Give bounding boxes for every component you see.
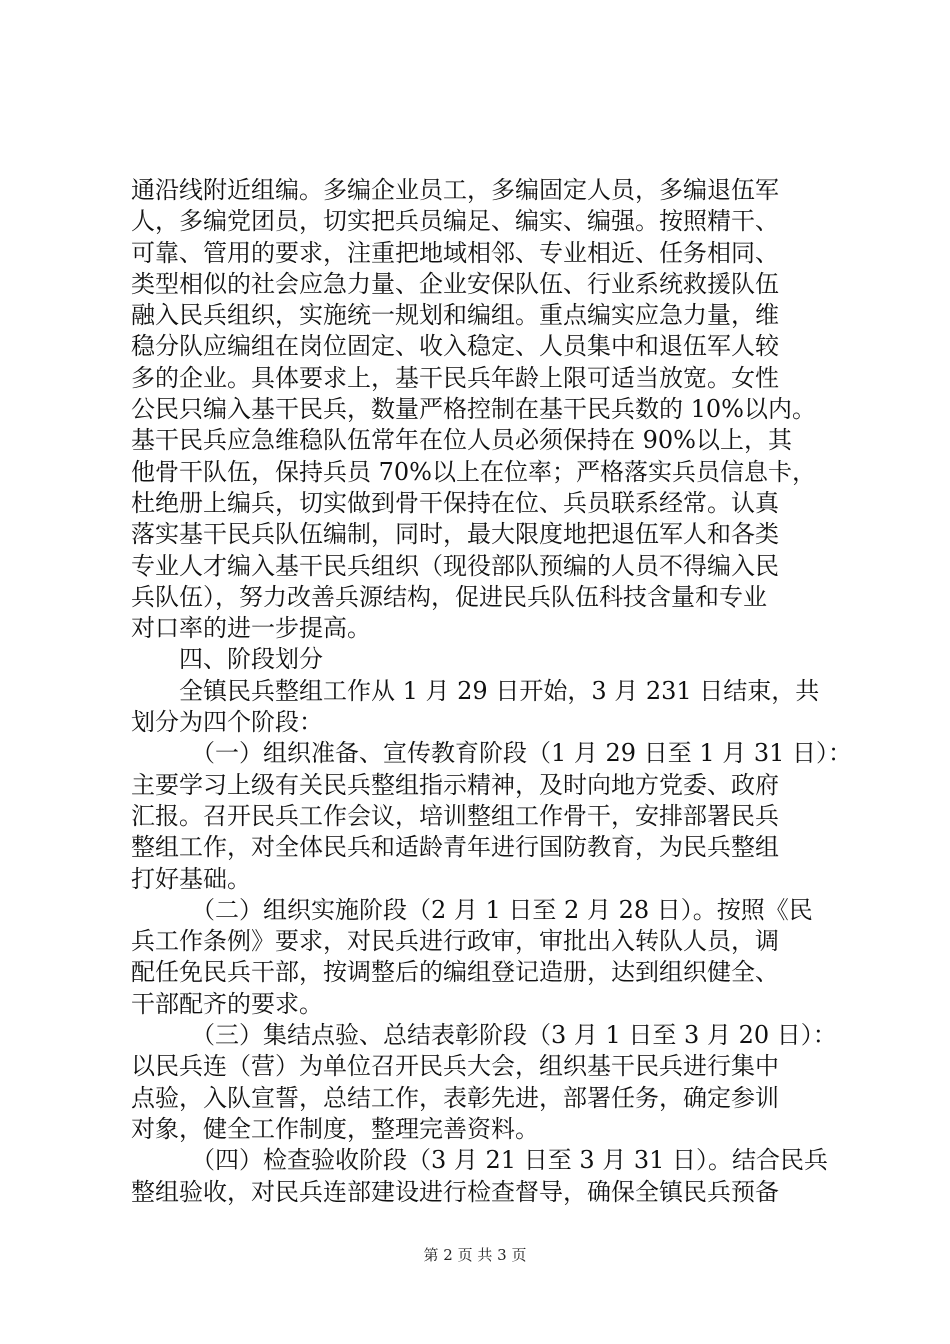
- text-line: 对口率的进一步提高。: [131, 614, 371, 643]
- text-line: 打好基础。: [131, 864, 251, 893]
- text-line: 干部配齐的要求。: [131, 989, 323, 1018]
- text-line: 划分为四个阶段：: [131, 708, 323, 737]
- text-line: 稳分队应编组在岗位固定、收入稳定、人员集中和退伍军人较: [131, 332, 779, 361]
- text-line: 整组验收，对民兵连部建设进行检查督导，确保全镇民兵预备: [131, 1177, 779, 1206]
- text-line: 专业人才编入基干民兵组织（现役部队预编的人员不得编入民: [131, 551, 779, 580]
- text-line: 全镇民兵整组工作从 1 月 29 日开始，3 月 231 日结束，共: [179, 676, 820, 705]
- page-footer: 第 2 页 共 3 页: [423, 1246, 527, 1264]
- text-line: （二）组织实施阶段（2 月 1 日至 2 月 28 日）。按照《民: [191, 895, 813, 924]
- text-line: 汇报。召开民兵工作会议，培训整组工作骨干，安排部署民兵: [131, 801, 779, 830]
- text-line: （四）检查验收阶段（3 月 21 日至 3 月 31 日）。结合民兵: [191, 1146, 829, 1175]
- text-line: 基干民兵应急维稳队伍常年在位人员必须保持在 90%以上，其: [131, 426, 792, 455]
- text-line: 配任免民兵干部，按调整后的编组登记造册，达到组织健全、: [131, 958, 779, 987]
- text-line: 通沿线附近组编。多编企业员工，多编固定人员，多编退伍军: [131, 176, 779, 204]
- text-line: 他骨干队伍，保持兵员 70%以上在位率；严格落实兵员信息卡，: [131, 457, 816, 486]
- text-line: （一）组织准备、宣传教育阶段（1 月 29 日至 1 月 31 日）：: [191, 739, 853, 768]
- text-line: 点验，入队宣誓，总结工作，表彰先进，部署任务，确定参训: [131, 1083, 779, 1112]
- text-line: 可靠、管用的要求，注重把地域相邻、专业相近、任务相同、: [131, 238, 779, 267]
- text-line: 四、阶段划分: [179, 645, 323, 674]
- text-line: 兵队伍），努力改善兵源结构，促进民兵队伍科技含量和专业: [131, 582, 767, 611]
- text-line: 公民只编入基干民兵，数量严格控制在基干民兵数的 10%以内。: [131, 395, 816, 424]
- text-line: 人，多编党团员，切实把兵员编足、编实、编强。按照精干、: [131, 207, 779, 236]
- text-line: 类型相似的社会应急力量、企业安保队伍、行业系统救援队伍: [131, 269, 779, 298]
- text-line: 多的企业。具体要求上，基干民兵年龄上限可适当放宽。女性: [131, 363, 779, 392]
- text-line: 整组工作，对全体民兵和适龄青年进行国防教育，为民兵整组: [131, 833, 779, 862]
- document-body: [131, 175, 853, 1208]
- text-line: 落实基干民兵队伍编制，同时，最大限度地把退伍军人和各类: [131, 520, 779, 549]
- text-line: 主要学习上级有关民兵整组指示精神，及时向地方党委、政府: [131, 770, 779, 799]
- text-line: 杜绝册上编兵，切实做到骨干保持在位、兵员联系经常。认真: [131, 488, 779, 517]
- text-line: 以民兵连（营）为单位召开民兵大会，组织基干民兵进行集中: [131, 1052, 779, 1081]
- text-line: （三）集结点验、总结表彰阶段（3 月 1 日至 3 月 20 日）：: [191, 1021, 837, 1050]
- text-line: 兵工作条例》要求，对民兵进行政审，审批出入转队人员，调: [131, 927, 779, 956]
- text-line: 对象，健全工作制度，整理完善资料。: [131, 1114, 539, 1143]
- text-line: 融入民兵组织，实施统一规划和编组。重点编实应急力量，维: [131, 301, 779, 330]
